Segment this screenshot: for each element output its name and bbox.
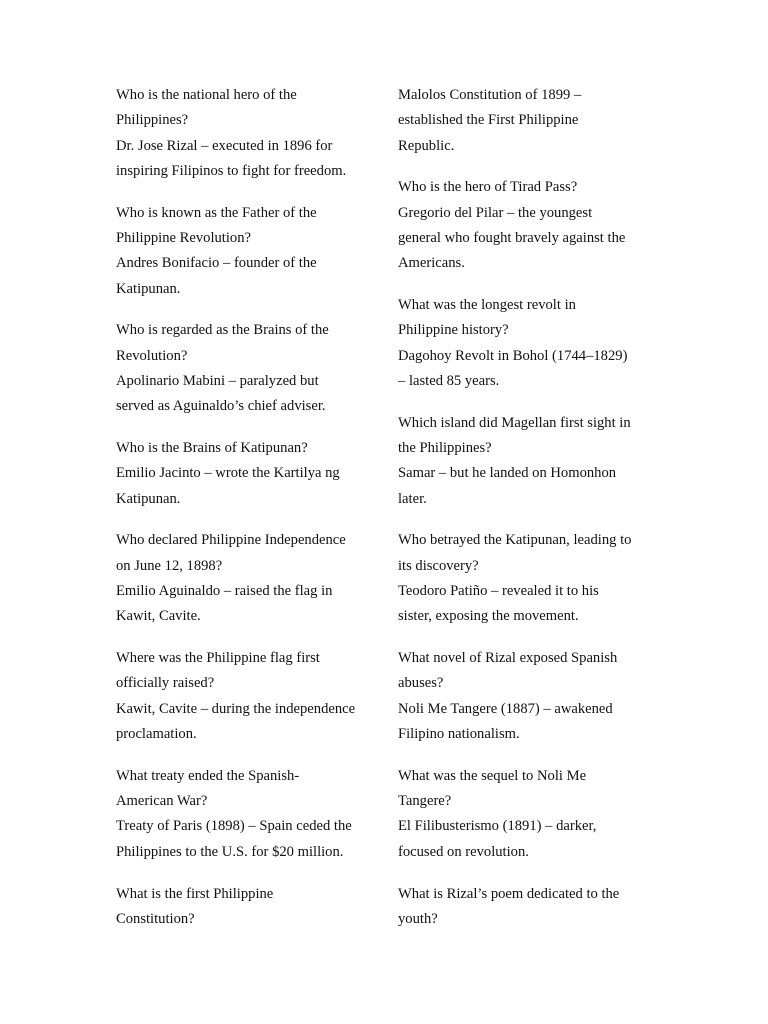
- question-line: What is the first Philippine: [116, 885, 274, 902]
- question-line: Who is the hero of Tirad Pass?: [398, 179, 578, 196]
- question-line: Which island did Magellan first sight in: [398, 414, 631, 431]
- question-line: its discovery?: [398, 557, 479, 574]
- answer-line: Teodoro Patiño – revealed it to his: [398, 583, 599, 600]
- answer-line: Emilio Aguinaldo – raised the flag in: [116, 583, 333, 600]
- question-line: Philippines?: [116, 112, 189, 129]
- answer-line: Americans.: [398, 255, 465, 272]
- question-line: Constitution?: [116, 910, 195, 927]
- answer-line: Malolos Constitution of 1899 –: [398, 87, 582, 103]
- qa-item: [116, 764, 378, 865]
- qa-item: [116, 83, 378, 184]
- question-line: abuses?: [398, 675, 444, 692]
- answer-line: Noli Me Tangere (1887) – awakened: [398, 700, 613, 717]
- answer-line: proclamation.: [116, 726, 197, 743]
- answer-line: Samar – but he landed on Homonhon: [398, 465, 617, 482]
- answer-line: Kawit, Cavite – during the independence: [116, 700, 356, 717]
- answer-line: Treaty of Paris (1898) – Spain ceded the: [116, 818, 352, 835]
- question-line: the Philippines?: [398, 440, 492, 457]
- question-line: youth?: [398, 910, 438, 927]
- answer-line: general who fought bravely against the: [398, 229, 626, 246]
- qa-item: [116, 318, 378, 419]
- answer-line: Dagohoy Revolt in Bohol (1744–1829): [398, 347, 628, 364]
- right-column: [398, 83, 660, 949]
- question-line: American War?: [116, 793, 208, 810]
- question-line: Who is known as the Father of the: [116, 204, 317, 221]
- answer-line: inspiring Filipinos to fight for freedom.: [116, 162, 347, 179]
- qa-item: [398, 175, 660, 276]
- answer-line: Kawit, Cavite.: [116, 608, 201, 625]
- question-line: Who is the Brains of Katipunan?: [116, 440, 308, 457]
- answer-line: Republic.: [398, 137, 455, 154]
- question-line: Tangere?: [398, 793, 452, 810]
- answer-line: Apolinario Mabini – paralyzed but: [116, 372, 319, 389]
- question-line: officially raised?: [116, 675, 215, 692]
- answer-line: Dr. Jose Rizal – executed in 1896 for: [116, 137, 333, 154]
- qa-item: [398, 646, 660, 747]
- qa-item: [398, 764, 660, 865]
- qa-item: [398, 83, 660, 159]
- question-line: Philippine Revolution?: [116, 229, 251, 246]
- question-line: What treaty ended the Spanish-: [116, 767, 300, 784]
- answer-line: sister, exposing the movement.: [398, 608, 579, 625]
- question-line: What was the longest revolt in: [398, 297, 576, 314]
- answer-line: focused on revolution.: [398, 843, 529, 860]
- qa-item: [398, 528, 660, 629]
- answer-line: established the First Philippine: [398, 112, 579, 129]
- qa-item: [116, 528, 378, 629]
- question-line: What is Rizal’s poem dedicated to the: [398, 885, 620, 902]
- question-line: Philippine history?: [398, 322, 509, 339]
- question-line: What novel of Rizal exposed Spanish: [398, 650, 618, 667]
- question-line: Revolution?: [116, 347, 188, 364]
- question-line: on June 12, 1898?: [116, 557, 223, 574]
- question-line: Who is the national hero of the: [116, 87, 297, 103]
- answer-line: Emilio Jacinto – wrote the Kartilya ng: [116, 465, 340, 482]
- answer-line: later.: [398, 490, 427, 507]
- qa-item: [398, 293, 660, 394]
- qa-item: [398, 882, 660, 933]
- question-line: Who betrayed the Katipunan, leading to: [398, 532, 632, 549]
- answer-line: served as Aguinaldo’s chief adviser.: [116, 398, 326, 415]
- question-line: Where was the Philippine flag first: [116, 650, 320, 667]
- qa-item: [116, 882, 378, 933]
- qa-item: [398, 411, 660, 512]
- answer-line: Andres Bonifacio – founder of the: [116, 255, 317, 272]
- answer-line: Katipunan.: [116, 280, 181, 297]
- answer-line: El Filibusterismo (1891) – darker,: [398, 818, 597, 835]
- qa-item: [116, 646, 378, 747]
- answer-line: – lasted 85 years.: [398, 372, 500, 389]
- qa-item: [116, 436, 378, 512]
- answer-line: Philippines to the U.S. for $20 million.: [116, 843, 344, 860]
- answer-line: Filipino nationalism.: [398, 726, 520, 743]
- question-line: Who is regarded as the Brains of the: [116, 322, 329, 339]
- question-line: What was the sequel to Noli Me: [398, 767, 587, 784]
- qa-item: [116, 201, 378, 302]
- answer-line: Katipunan.: [116, 490, 181, 507]
- left-column: [116, 83, 378, 949]
- answer-line: Gregorio del Pilar – the youngest: [398, 204, 593, 221]
- question-line: Who declared Philippine Independence: [116, 532, 346, 549]
